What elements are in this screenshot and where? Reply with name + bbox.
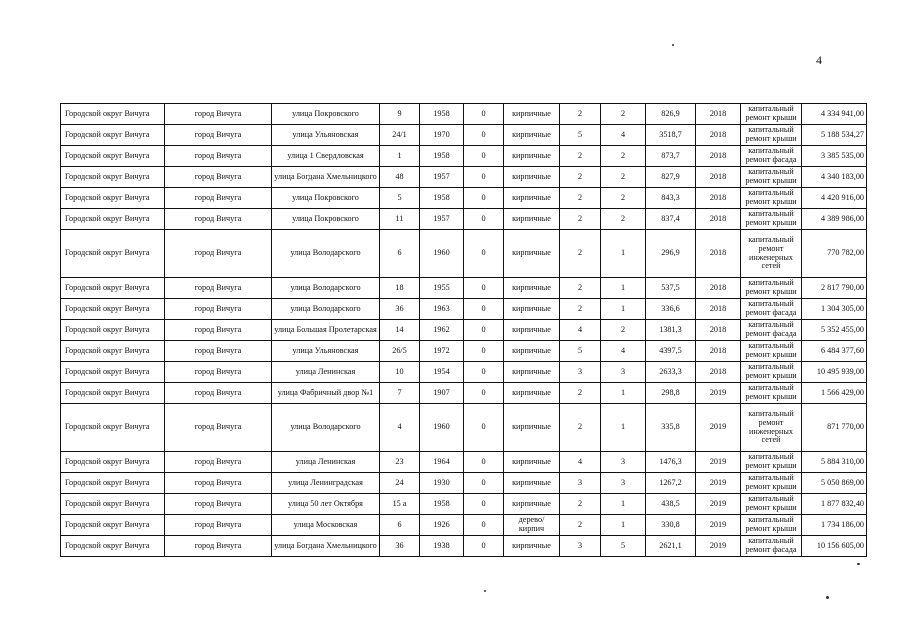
cell-zero: 0 — [464, 341, 504, 362]
cell-zero: 0 — [464, 278, 504, 299]
cell-plan-year: 2018 — [696, 209, 741, 230]
table-row — [61, 320, 867, 341]
cell-cost: 10 495 939,00 — [802, 362, 867, 383]
cell-zero: 0 — [464, 167, 504, 188]
cell-plan-year: 2018 — [696, 104, 741, 125]
cell-okrug: Городской округ Вичуга — [61, 167, 165, 188]
cell-floors: 2 — [560, 383, 601, 404]
cell-zero: 0 — [464, 299, 504, 320]
cell-work-type: капитальный ремонт крыши — [741, 473, 802, 494]
cell-floors: 2 — [560, 230, 601, 278]
cell-area: 296,9 — [646, 230, 696, 278]
cell-house-number: 9 — [380, 104, 420, 125]
cell-city: город Вичуга — [165, 278, 272, 299]
cell-area: 438,5 — [646, 494, 696, 515]
cell-plan-year: 2018 — [696, 167, 741, 188]
table-row — [61, 188, 867, 209]
cell-entrances: 2 — [601, 209, 646, 230]
cell-floors: 2 — [560, 299, 601, 320]
scan-speck — [826, 596, 829, 599]
cell-entrances: 2 — [601, 188, 646, 209]
cell-wall-material: кирпичные — [504, 341, 560, 362]
cell-cost: 871 770,00 — [802, 404, 867, 452]
cell-work-type: капитальный ремонт крыши — [741, 209, 802, 230]
cell-plan-year: 2018 — [696, 341, 741, 362]
cell-floors: 2 — [560, 494, 601, 515]
cell-street: улица 1 Свердловская — [272, 146, 380, 167]
cell-zero: 0 — [464, 230, 504, 278]
table-row — [61, 473, 867, 494]
cell-house-number: 5 — [380, 188, 420, 209]
cell-work-type: капитальный ремонт фасада — [741, 299, 802, 320]
cell-city: город Вичуга — [165, 209, 272, 230]
table-row — [61, 494, 867, 515]
cell-wall-material: кирпичные — [504, 473, 560, 494]
cell-entrances: 3 — [601, 452, 646, 473]
cell-city: город Вичуга — [165, 104, 272, 125]
cell-house-number: 10 — [380, 362, 420, 383]
cell-cost: 5 352 455,00 — [802, 320, 867, 341]
cell-street: улица Володарского — [272, 230, 380, 278]
cell-street: улица 50 лет Октября — [272, 494, 380, 515]
cell-plan-year: 2018 — [696, 362, 741, 383]
table-row — [61, 146, 867, 167]
cell-zero: 0 — [464, 515, 504, 536]
cell-work-type: капитальный ремонт крыши — [741, 125, 802, 146]
cell-area: 2633,3 — [646, 362, 696, 383]
cell-house-number: 11 — [380, 209, 420, 230]
cell-okrug: Городской округ Вичуга — [61, 188, 165, 209]
page-number: 4 — [816, 53, 822, 67]
cell-entrances: 2 — [601, 146, 646, 167]
cell-zero: 0 — [464, 146, 504, 167]
cell-plan-year: 2018 — [696, 299, 741, 320]
table-row — [61, 536, 867, 557]
cell-build-year: 1972 — [420, 341, 464, 362]
cell-build-year: 1964 — [420, 452, 464, 473]
cell-cost: 2 817 790,00 — [802, 278, 867, 299]
cell-entrances: 2 — [601, 320, 646, 341]
cell-city: город Вичуга — [165, 299, 272, 320]
cell-house-number: 18 — [380, 278, 420, 299]
table-row — [61, 230, 867, 278]
cell-street: улица Московская — [272, 515, 380, 536]
table-row — [61, 167, 867, 188]
cell-entrances: 1 — [601, 299, 646, 320]
cell-cost: 1 877 832,40 — [802, 494, 867, 515]
cell-wall-material: кирпичные — [504, 104, 560, 125]
table-row — [61, 104, 867, 125]
cell-cost: 770 782,00 — [802, 230, 867, 278]
cell-work-type: капитальный ремонт инженерных сетей — [741, 404, 802, 452]
cell-city: город Вичуга — [165, 320, 272, 341]
cell-plan-year: 2019 — [696, 404, 741, 452]
cell-build-year: 1930 — [420, 473, 464, 494]
cell-house-number: 15 а — [380, 494, 420, 515]
cell-city: город Вичуга — [165, 494, 272, 515]
cell-wall-material: кирпичные — [504, 188, 560, 209]
cell-street: улица Покровского — [272, 104, 380, 125]
table-row — [61, 362, 867, 383]
cell-wall-material: кирпичные — [504, 230, 560, 278]
cell-house-number: 24 — [380, 473, 420, 494]
cell-zero: 0 — [464, 209, 504, 230]
cell-cost: 6 484 377,60 — [802, 341, 867, 362]
cell-cost: 5 884 310,00 — [802, 452, 867, 473]
cell-work-type: капитальный ремонт крыши — [741, 188, 802, 209]
table-row — [61, 278, 867, 299]
table-row — [61, 299, 867, 320]
cell-wall-material: кирпичные — [504, 146, 560, 167]
cell-floors: 2 — [560, 515, 601, 536]
cell-okrug: Городской округ Вичуга — [61, 362, 165, 383]
cell-floors: 4 — [560, 452, 601, 473]
cell-wall-material: кирпичные — [504, 320, 560, 341]
cell-city: город Вичуга — [165, 536, 272, 557]
cell-build-year: 1938 — [420, 536, 464, 557]
cell-okrug: Городской округ Вичуга — [61, 320, 165, 341]
cell-work-type: капитальный ремонт фасада — [741, 536, 802, 557]
cell-wall-material: кирпичные — [504, 404, 560, 452]
cell-zero: 0 — [464, 404, 504, 452]
cell-zero: 0 — [464, 320, 504, 341]
cell-work-type: капитальный ремонт инженерных сетей — [741, 230, 802, 278]
cell-floors: 2 — [560, 146, 601, 167]
cell-work-type: капитальный ремонт крыши — [741, 104, 802, 125]
cell-build-year: 1955 — [420, 278, 464, 299]
cell-plan-year: 2018 — [696, 146, 741, 167]
cell-area: 826,9 — [646, 104, 696, 125]
cell-floors: 2 — [560, 404, 601, 452]
cell-area: 2621,1 — [646, 536, 696, 557]
cell-wall-material: кирпичные — [504, 383, 560, 404]
cell-wall-material: кирпичные — [504, 452, 560, 473]
cell-zero: 0 — [464, 536, 504, 557]
cell-street: улица Володарского — [272, 299, 380, 320]
cell-build-year: 1963 — [420, 299, 464, 320]
cell-city: город Вичуга — [165, 404, 272, 452]
cell-house-number: 6 — [380, 230, 420, 278]
cell-cost: 4 340 183,00 — [802, 167, 867, 188]
cell-okrug: Городской округ Вичуга — [61, 299, 165, 320]
cell-entrances: 1 — [601, 230, 646, 278]
cell-house-number: 7 — [380, 383, 420, 404]
cell-area: 827,9 — [646, 167, 696, 188]
cell-work-type: капитальный ремонт крыши — [741, 362, 802, 383]
cell-plan-year: 2018 — [696, 278, 741, 299]
cell-area: 1381,3 — [646, 320, 696, 341]
cell-work-type: капитальный ремонт крыши — [741, 278, 802, 299]
cell-area: 336,6 — [646, 299, 696, 320]
cell-work-type: капитальный ремонт крыши — [741, 167, 802, 188]
table-row — [61, 341, 867, 362]
cell-work-type: капитальный ремонт крыши — [741, 341, 802, 362]
cell-okrug: Городской округ Вичуга — [61, 494, 165, 515]
cell-zero: 0 — [464, 104, 504, 125]
cell-house-number: 24/1 — [380, 125, 420, 146]
cell-okrug: Городской округ Вичуга — [61, 104, 165, 125]
cell-okrug: Городской округ Вичуга — [61, 515, 165, 536]
table-body — [61, 104, 867, 557]
cell-build-year: 1962 — [420, 320, 464, 341]
cell-area: 843,3 — [646, 188, 696, 209]
cell-cost: 5 050 869,00 — [802, 473, 867, 494]
cell-area: 330,8 — [646, 515, 696, 536]
cell-house-number: 14 — [380, 320, 420, 341]
cell-area: 537,5 — [646, 278, 696, 299]
cell-cost: 1 304 305,00 — [802, 299, 867, 320]
cell-floors: 2 — [560, 278, 601, 299]
table-row — [61, 209, 867, 230]
cell-street: улица Богдана Хмельницкого — [272, 167, 380, 188]
cell-entrances: 5 — [601, 536, 646, 557]
cell-house-number: 6 — [380, 515, 420, 536]
table-row — [61, 404, 867, 452]
cell-city: город Вичуга — [165, 452, 272, 473]
cell-house-number: 1 — [380, 146, 420, 167]
cell-floors: 3 — [560, 362, 601, 383]
cell-plan-year: 2018 — [696, 230, 741, 278]
cell-floors: 3 — [560, 473, 601, 494]
cell-city: город Вичуга — [165, 473, 272, 494]
cell-wall-material: кирпичные — [504, 299, 560, 320]
cell-zero: 0 — [464, 452, 504, 473]
cell-build-year: 1958 — [420, 494, 464, 515]
cell-area: 3518,7 — [646, 125, 696, 146]
cell-build-year: 1958 — [420, 146, 464, 167]
cell-street: улица Покровского — [272, 188, 380, 209]
cell-floors: 2 — [560, 104, 601, 125]
cell-floors: 4 — [560, 320, 601, 341]
cell-entrances: 3 — [601, 473, 646, 494]
cell-work-type: капитальный ремонт крыши — [741, 494, 802, 515]
cell-wall-material: кирпичные — [504, 125, 560, 146]
cell-okrug: Городской округ Вичуга — [61, 278, 165, 299]
cell-plan-year: 2019 — [696, 494, 741, 515]
cell-cost: 1 734 186,00 — [802, 515, 867, 536]
cell-wall-material: кирпичные — [504, 362, 560, 383]
cell-city: город Вичуга — [165, 362, 272, 383]
cell-cost: 4 389 986,00 — [802, 209, 867, 230]
cell-house-number: 36 — [380, 299, 420, 320]
cell-okrug: Городской округ Вичуга — [61, 383, 165, 404]
cell-cost: 4 334 941,00 — [802, 104, 867, 125]
table-row — [61, 452, 867, 473]
cell-floors: 5 — [560, 125, 601, 146]
cell-street: улица Ленинская — [272, 452, 380, 473]
cell-okrug: Городской округ Вичуга — [61, 473, 165, 494]
cell-street: улица Большая Пролетарская — [272, 320, 380, 341]
cell-entrances: 1 — [601, 404, 646, 452]
cell-zero: 0 — [464, 473, 504, 494]
cell-wall-material: кирпичные — [504, 278, 560, 299]
cell-build-year: 1960 — [420, 404, 464, 452]
scan-speck — [857, 563, 860, 565]
cell-okrug: Городской округ Вичуга — [61, 125, 165, 146]
cell-build-year: 1907 — [420, 383, 464, 404]
cell-zero: 0 — [464, 188, 504, 209]
cell-house-number: 4 — [380, 404, 420, 452]
cell-street: улица Покровского — [272, 209, 380, 230]
cell-work-type: капитальный ремонт крыши — [741, 383, 802, 404]
cell-floors: 2 — [560, 209, 601, 230]
cell-area: 298,8 — [646, 383, 696, 404]
cell-work-type: капитальный ремонт крыши — [741, 515, 802, 536]
cell-wall-material: кирпичные — [504, 209, 560, 230]
cell-build-year: 1970 — [420, 125, 464, 146]
cell-city: город Вичуга — [165, 341, 272, 362]
cell-entrances: 4 — [601, 341, 646, 362]
cell-area: 837,4 — [646, 209, 696, 230]
cell-okrug: Городской округ Вичуга — [61, 209, 165, 230]
cell-area: 1476,3 — [646, 452, 696, 473]
cell-work-type: капитальный ремонт крыши — [741, 452, 802, 473]
cell-cost: 3 385 535,00 — [802, 146, 867, 167]
cell-entrances: 1 — [601, 278, 646, 299]
cell-cost: 5 188 534,27 — [802, 125, 867, 146]
cell-build-year: 1958 — [420, 104, 464, 125]
cell-wall-material: кирпичные — [504, 494, 560, 515]
scan-speck — [484, 590, 486, 592]
cell-entrances: 2 — [601, 104, 646, 125]
cell-zero: 0 — [464, 125, 504, 146]
cell-floors: 3 — [560, 536, 601, 557]
cell-city: город Вичуга — [165, 146, 272, 167]
cell-build-year: 1957 — [420, 209, 464, 230]
cell-city: город Вичуга — [165, 515, 272, 536]
cell-entrances: 4 — [601, 125, 646, 146]
cell-house-number: 48 — [380, 167, 420, 188]
cell-entrances: 1 — [601, 515, 646, 536]
cell-okrug: Городской округ Вичуга — [61, 230, 165, 278]
cell-entrances: 2 — [601, 167, 646, 188]
cell-house-number: 23 — [380, 452, 420, 473]
cell-floors: 2 — [560, 167, 601, 188]
cell-entrances: 3 — [601, 362, 646, 383]
cell-wall-material: кирпичные — [504, 167, 560, 188]
cell-cost: 4 420 916,00 — [802, 188, 867, 209]
cell-city: город Вичуга — [165, 167, 272, 188]
cell-build-year: 1954 — [420, 362, 464, 383]
cell-zero: 0 — [464, 494, 504, 515]
cell-okrug: Городской округ Вичуга — [61, 146, 165, 167]
cell-build-year: 1960 — [420, 230, 464, 278]
table-row — [61, 515, 867, 536]
cell-build-year: 1926 — [420, 515, 464, 536]
cell-area: 335,8 — [646, 404, 696, 452]
cell-street: улица Богдана Хмельницкого — [272, 536, 380, 557]
cell-area: 873,7 — [646, 146, 696, 167]
cell-street: улица Фабричный двор №1 — [272, 383, 380, 404]
cell-work-type: капитальный ремонт фасада — [741, 146, 802, 167]
cell-street: улица Ульяновская — [272, 125, 380, 146]
cell-plan-year: 2019 — [696, 515, 741, 536]
cell-cost: 10 156 605,00 — [802, 536, 867, 557]
cell-street: улица Ленинградская — [272, 473, 380, 494]
cell-plan-year: 2019 — [696, 536, 741, 557]
cell-work-type: капитальный ремонт фасада — [741, 320, 802, 341]
cell-entrances: 1 — [601, 383, 646, 404]
cell-house-number: 36 — [380, 536, 420, 557]
cell-area: 4397,5 — [646, 341, 696, 362]
cell-city: город Вичуга — [165, 230, 272, 278]
cell-okrug: Городской округ Вичуга — [61, 341, 165, 362]
cell-street: улица Ленинская — [272, 362, 380, 383]
cell-okrug: Городской округ Вичуга — [61, 404, 165, 452]
cell-floors: 5 — [560, 341, 601, 362]
cell-house-number: 26/5 — [380, 341, 420, 362]
table-row — [61, 125, 867, 146]
cell-build-year: 1957 — [420, 167, 464, 188]
cell-entrances: 1 — [601, 494, 646, 515]
cell-city: город Вичуга — [165, 383, 272, 404]
cell-floors: 2 — [560, 188, 601, 209]
cell-build-year: 1958 — [420, 188, 464, 209]
cell-zero: 0 — [464, 362, 504, 383]
cell-street: улица Ульяновская — [272, 341, 380, 362]
cell-okrug: Городской округ Вичуга — [61, 452, 165, 473]
cell-cost: 1 566 429,00 — [802, 383, 867, 404]
building-repair-table — [60, 103, 867, 557]
cell-plan-year: 2019 — [696, 452, 741, 473]
cell-plan-year: 2018 — [696, 125, 741, 146]
scan-speck — [672, 44, 674, 46]
table-row — [61, 383, 867, 404]
cell-city: город Вичуга — [165, 125, 272, 146]
cell-wall-material: кирпичные — [504, 536, 560, 557]
cell-plan-year: 2019 — [696, 473, 741, 494]
cell-plan-year: 2018 — [696, 320, 741, 341]
cell-zero: 0 — [464, 383, 504, 404]
cell-city: город Вичуга — [165, 188, 272, 209]
cell-plan-year: 2019 — [696, 383, 741, 404]
cell-okrug: Городской округ Вичуга — [61, 536, 165, 557]
cell-street: улица Володарского — [272, 404, 380, 452]
cell-plan-year: 2018 — [696, 188, 741, 209]
cell-street: улица Володарского — [272, 278, 380, 299]
cell-wall-material: дерево/кирпич — [504, 515, 560, 536]
cell-area: 1267,2 — [646, 473, 696, 494]
